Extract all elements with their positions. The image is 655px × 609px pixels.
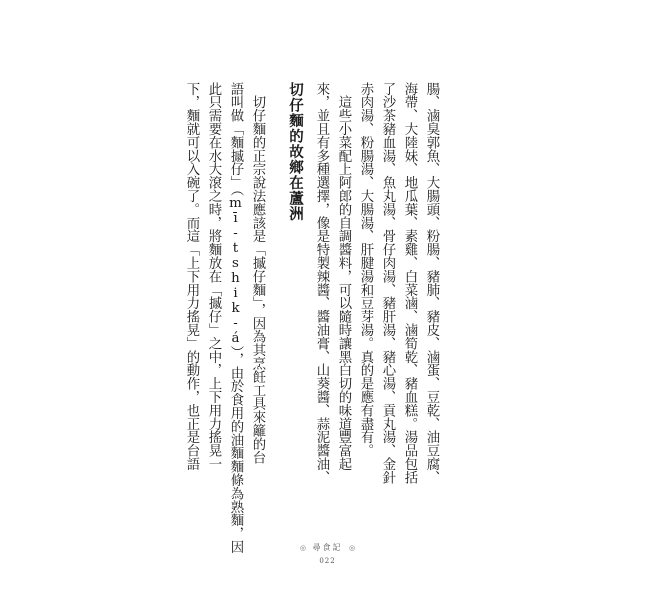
text-column: 下，麵就可以入碗了。而這「上下用力搖晃」的動作，也正是台語 (184, 82, 199, 471)
text-column: 這些小菜配上阿郎的自調醬料，可以隨時讓黑白切的味道豐富起 (336, 82, 351, 471)
page-number: 022 (319, 557, 336, 565)
text-column: 語叫做「麵摵仔」（mī-tshik-á），由於食用的油麵麵條為熟麵，因 (228, 82, 243, 554)
text-column: 了沙茶豬血湯、魚丸湯、骨仔肉湯、豬肝湯、豬心湯、貢丸湯、金針 (380, 82, 395, 484)
text-column: 來，並且有多種選擇，像是特製辣醬、醬油膏、山葵醬、蒜泥醬油、 (314, 82, 329, 484)
text-column: 腸、滷臭郭魚、大腸頭、粉腸、豬肺、豬皮、滷蛋、豆乾、油豆腐、 (424, 82, 439, 484)
section-heading: 切仔麵的故鄉在蘆洲 (287, 82, 304, 222)
text-column: 切仔麵的正宗說法應該是「摵仔麵」，因為其烹飪工具來籬的台 (250, 82, 265, 464)
ornament-icon: ◎ (299, 544, 306, 552)
text-column: 赤肉湯、粉腸湯、大腸湯、肝腱湯和豆芽湯。真的是應有盡有。 (358, 82, 373, 458)
running-footer (0, 542, 655, 553)
text-column: 海帶、大陸妹、地瓜葉、素雞、白菜滷、滷筍乾、豬血糕。湯品包括 (402, 82, 417, 484)
ornament-icon: ◎ (349, 544, 356, 552)
text-column: 此只需要在水大滾之時，將麵放在「摵仔」之中，上下用力搖晃一 (206, 82, 221, 471)
book-title: 尋食記 (312, 543, 343, 552)
